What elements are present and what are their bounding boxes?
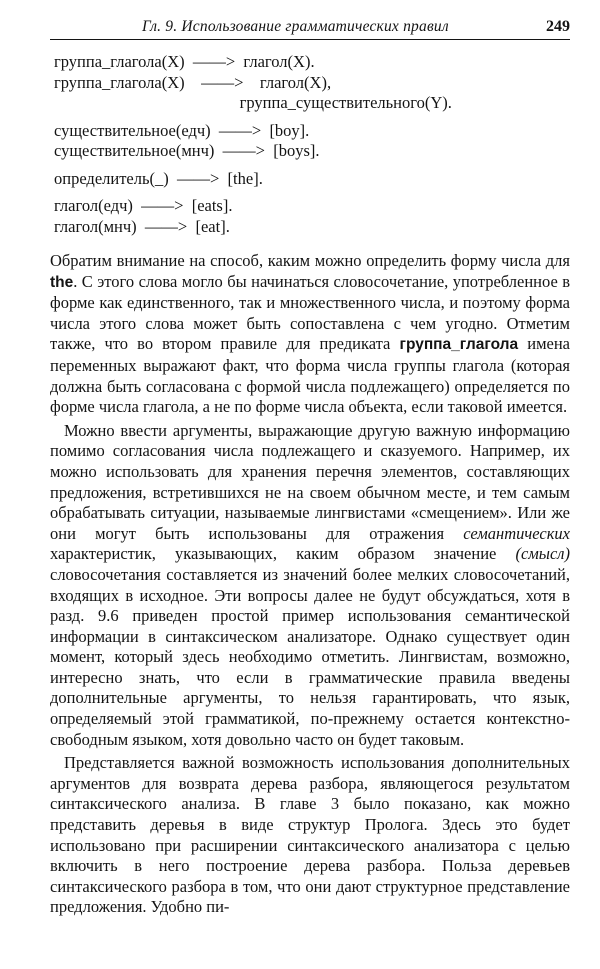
running-header bbox=[50, 18, 570, 40]
code-line: определитель(_) ——> [the]. bbox=[54, 168, 263, 188]
code-line: группа_существительного(Y). bbox=[54, 93, 452, 112]
chapter-title: Гл. 9. Использование грамматических правил bbox=[142, 18, 449, 35]
code-line: глагол(мнч) ——> [eat]. bbox=[54, 216, 230, 236]
paragraph: Обратим внимание на способ, каким можно определить форму числа для the. С этого слова могло бы начинаться словосочетание, употребленное в форме как единственного, так и множественного числа, и поэтому форма числа этого слова может быть сопоставлена с чем угодно. Отметим также, что во втором правиле для предиката группа_глагола имена переменных выражают факт, что форма числа группы глагола (которая должна быть согласована с формой числа подлежащего) определяется по форме числа глагола, а не по форме числа объекта, если таковой имеется. bbox=[50, 251, 570, 417]
code-line: существительное(мнч) ——> [boys]. bbox=[54, 141, 320, 160]
code-line: глагол(едч) ——> [eats]. bbox=[54, 196, 233, 215]
body-text bbox=[50, 251, 570, 918]
code-line: существительное(едч) ——> [boy]. bbox=[54, 120, 310, 140]
grammar-rules bbox=[50, 52, 570, 237]
book-page bbox=[50, 18, 570, 918]
code-line: группа_глагола(X) ——> глагол(X). bbox=[54, 52, 315, 71]
code-line: группа_глагола(X) ——> глагол(X), bbox=[54, 72, 332, 92]
paragraph: Можно ввести аргументы, выражающие другую важную информацию помимо согласования числа подлежащего и сказуемого. Например, их можно использовать для хранения перечня элементов, составляющих предложения, встретившихся не на своем обычном месте, и тем самым обрабатывать ситуации, называемые лингвистами «смещением». Или же они могут быть использованы для отражения семантических характеристик, указывающих, каким образом значение (смысл) словосочетания составляется из значений более мелких словосочетаний, входящих в исходное. Эти вопросы далее не будут обсуждаться, хотя в разд. 9.6 приведен простой пример использования семантической информации в синтаксическом анализаторе. Однако существует один момент, который здесь необходимо отметить. Лингвистам, возможно, интересно знать, что если в грамматические правила введены дополнительные аргументы, то нельзя гарантировать, что язык, определяемый этой грамматикой, по-прежнему остается контекстно-свободным языком, хотя довольно часто он будет таковым. bbox=[50, 420, 570, 749]
paragraph: Представляется важной возможность использования дополнительных аргументов для возврата дерева разбора, являющегося результатом синтаксического анализа. В главе 3 было показано, как можно представить деревья в виде структур Пролога. Здесь это будет использовано при расширении синтаксического анализатора с целью включить в него построение дерева разбора. Польза деревьев синтаксического разбора в том, что они дают структурное представление предложения. Удобно пи- bbox=[50, 753, 570, 917]
page-number: 249 bbox=[546, 18, 570, 35]
